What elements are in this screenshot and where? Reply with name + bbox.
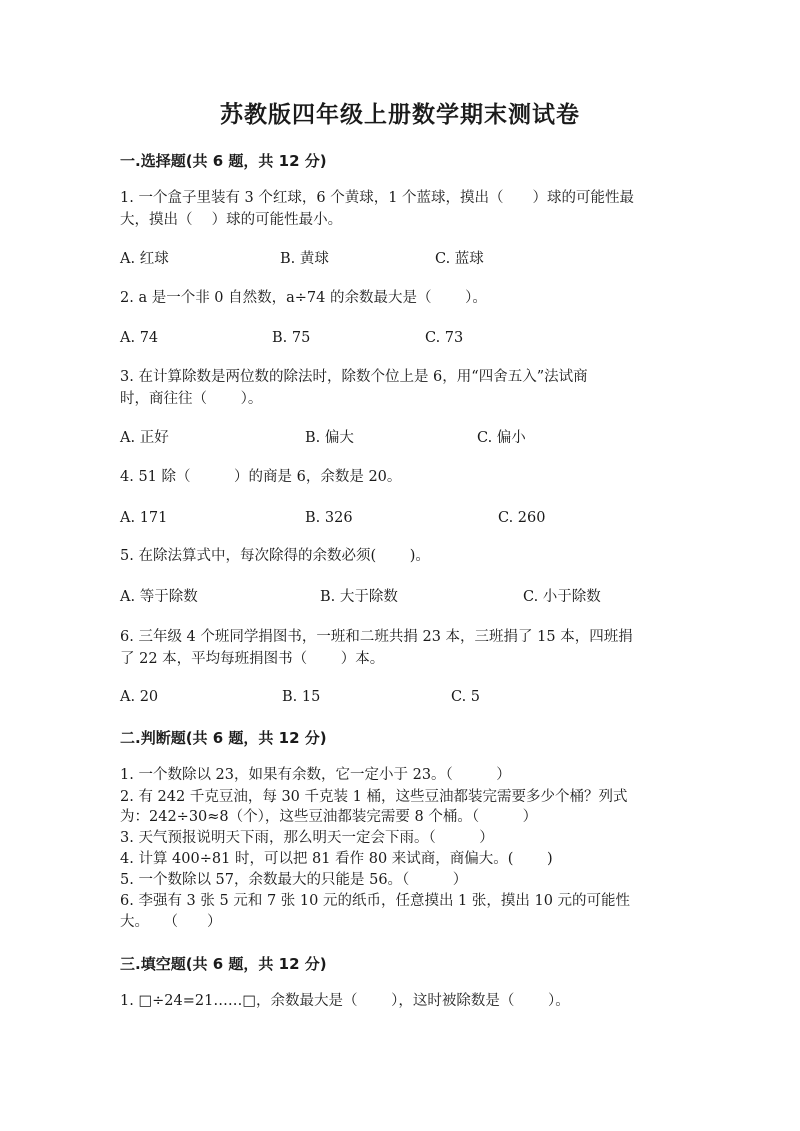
question-line: 1. 一个盒子里装有 3 个红球，6 个黄球，1 个蓝球，摸出（ ）球的可能性最 <box>120 190 635 206</box>
judge-line: 2. 有 242 千克豆油，每 30 千克装 1 桶，这些豆油都装完需要多少个桶？列式 <box>120 789 628 805</box>
option-a: A. 红球 <box>120 251 169 267</box>
question-line: 时，商往往（ ）。 <box>120 391 263 407</box>
section-3-heading: 三.填空题(共 6 题，共 12 分) <box>120 955 327 973</box>
option-b: B. 大于除数 <box>320 589 398 605</box>
option-b: B. 15 <box>282 689 321 705</box>
exam-title: 苏教版四年级上册数学期末测试卷 <box>220 101 580 128</box>
option-c: C. 蓝球 <box>435 251 484 267</box>
section-1-heading: 一.选择题(共 6 题，共 12 分) <box>120 152 327 170</box>
option-a: A. 20 <box>120 689 159 705</box>
question-5 <box>120 545 690 567</box>
option-b: B. 326 <box>305 510 353 526</box>
question-line: 2. a 是一个非 0 自然数，a÷74 的余数最大是（ ）。 <box>120 290 487 306</box>
judge-line: 为：242÷30≈8（个），这些豆油都装完需要 8 个桶。（ ） <box>120 809 538 825</box>
judge-line: 4. 计算 400÷81 时，可以把 81 看作 80 来试商，商偏大。( ) <box>120 851 553 867</box>
section-2-heading: 二.判断题(共 6 题，共 12 分) <box>120 729 327 747</box>
fill-line: 1. □÷24=21……□，余数最大是（ ），这时被除数是（ ）。 <box>120 993 570 1009</box>
option-c: C. 5 <box>451 689 481 705</box>
option-c: C. 260 <box>498 510 546 526</box>
question-line: 6. 三年级 4 个班同学捐图书，一班和二班共捐 23 本，三班捐了 15 本，四班捐 <box>120 629 633 645</box>
judge-line: 大。 （ ） <box>120 914 222 930</box>
option-a: A. 等于除数 <box>120 589 198 605</box>
question-4 <box>120 466 690 488</box>
option-a: A. 正好 <box>120 430 169 446</box>
option-b: B. 黄球 <box>280 251 329 267</box>
question-line: 5. 在除法算式中，每次除得的余数必须( )。 <box>120 548 430 564</box>
question-line: 3. 在计算除数是两位数的除法时，除数个位上是 6，用“四舍五入”法试商 <box>120 369 588 385</box>
option-c: C. 73 <box>425 330 464 346</box>
judge-line: 1. 一个数除以 23，如果有余数，它一定小于 23。（ ） <box>120 767 511 783</box>
option-c: C. 偏小 <box>477 430 526 446</box>
question-2 <box>120 287 690 309</box>
option-b: B. 偏大 <box>305 430 354 446</box>
question-line: 4. 51 除（ ）的商是 6，余数是 20。 <box>120 469 402 485</box>
question-line: 了 22 本，平均每班捐图书（ ）本。 <box>120 651 385 667</box>
option-a: A. 74 <box>120 330 159 346</box>
judge-line: 6. 李强有 3 张 5 元和 7 张 10 元的纸币，任意摸出 1 张，摸出 10 元的可能性 <box>120 893 631 909</box>
judge-line: 5. 一个数除以 57，余数最大的只能是 56。（ ） <box>120 872 468 888</box>
question-line: 大，摸出（ ）球的可能性最小。 <box>120 212 343 228</box>
option-c: C. 小于除数 <box>523 589 601 605</box>
option-a: A. 171 <box>120 510 168 526</box>
question-3 <box>120 366 690 410</box>
option-b: B. 75 <box>272 330 311 346</box>
question-6 <box>120 626 690 670</box>
question-1 <box>120 187 690 231</box>
judge-line: 3. 天气预报说明天下雨，那么明天一定会下雨。（ ） <box>120 830 494 846</box>
